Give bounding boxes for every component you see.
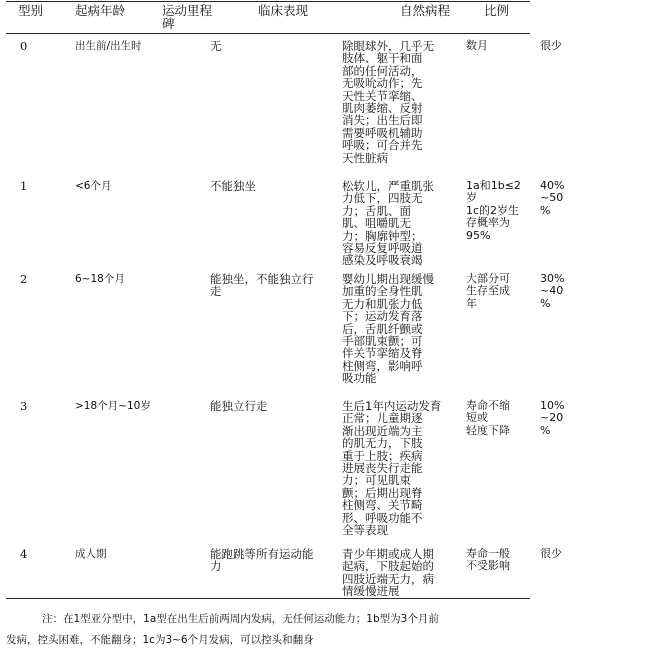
header-course: 自然病程 [400,3,451,18]
cell-onset-age: 出生前/出生时 [75,40,142,52]
cell-type: 4 [20,547,28,561]
cell-clinical: 生后1年内运动发育 正常；儿童期逐 渐出现近端为主 的肌无力，下肢 重于上肢；疾病 进展丧失行走能 力；可见肌束 颤；后期出现脊 柱侧弯、关节畸 形、呼吸功能不 全等表现 [342,399,442,538]
header-ratio: 比例 [484,3,510,18]
cell-ratio: 很少 [540,39,562,52]
header-milestone: 运动里程 碑 [162,3,213,31]
cell-type: 0 [20,39,28,53]
header-onset-age: 起病年龄 [75,3,126,18]
table-footnote [6,609,646,651]
cell-course: 数月 [466,39,488,52]
cell-milestone: 无 [210,39,222,53]
cell-clinical: 松软儿，严重肌张 力低下，四肢无 力；舌肌、面 肌、咀嚼肌无 力；胸廓钟型； 容易反复呼吸道 感染及呼吸衰竭 [342,179,434,268]
cell-onset-age: 6~18个月 [75,273,125,285]
cell-type: 2 [20,272,28,286]
cell-course: 大部分可 生存至成 年 [466,272,510,310]
cell-milestone: 能跑跳等所有运动能 力 [210,547,314,574]
cell-milestone: 能独坐，不能独立行 走 [210,272,314,299]
cell-course: 寿命不缩 短或 轻度下降 [466,399,510,437]
cell-milestone: 不能独坐 [210,179,256,193]
table-header-rule [6,33,530,34]
cell-clinical: 青少年期或成人期 起病，下肢起始的 四肢近端无力，病 情缓慢进展 [342,547,434,599]
cell-clinical: 婴幼儿期出现缓慢 加重的全身性肌 无力和肌张力低 下；运动发育落 后，舌肌纤颤或 手部肌束颤；可 伴关节挛缩及脊 柱侧弯，影响呼 吸功能 [342,272,434,386]
cell-milestone: 能独立行走 [210,399,268,413]
cell-type: 1 [20,179,28,193]
cell-onset-age: <6个月 [75,180,112,192]
header-type: 型别 [18,3,44,18]
cell-ratio: 很少 [540,547,562,560]
cell-type: 3 [20,399,28,413]
cell-ratio: 10% ~20 % [540,399,565,437]
cell-onset-age: 成人期 [75,548,107,560]
cell-ratio: 40% ~50 % [540,179,565,217]
footnote-text: 注：在1型亚分型中，1a型在出生后前两周内发病，无任何运动能力；1b型为3个月前 发病，控头困难，不能翻身；1c为3~6个月发病，可以控头和翻身 [6,613,439,646]
header-clinical: 临床表现 [258,3,309,18]
cell-course: 1a和1b≤2 岁 1c的2岁生 存概率为 95% [466,179,521,242]
cell-clinical: 除眼球外，几乎无 肢体、躯干和面 部的任何活动， 无吸吮动作；先 天性关节挛缩、 肌肉萎缩、反射 消失；出生后即 需要呼吸机辅助 呼吸；可合并先 天性脏病 [342,39,434,165]
table-header [0,0,654,30]
cell-course: 寿命一般 不受影响 [466,547,510,573]
cell-ratio: 30% ~40 % [540,272,565,310]
cell-onset-age: >18个月~10岁 [75,400,151,412]
table-bottom-rule [6,598,530,599]
